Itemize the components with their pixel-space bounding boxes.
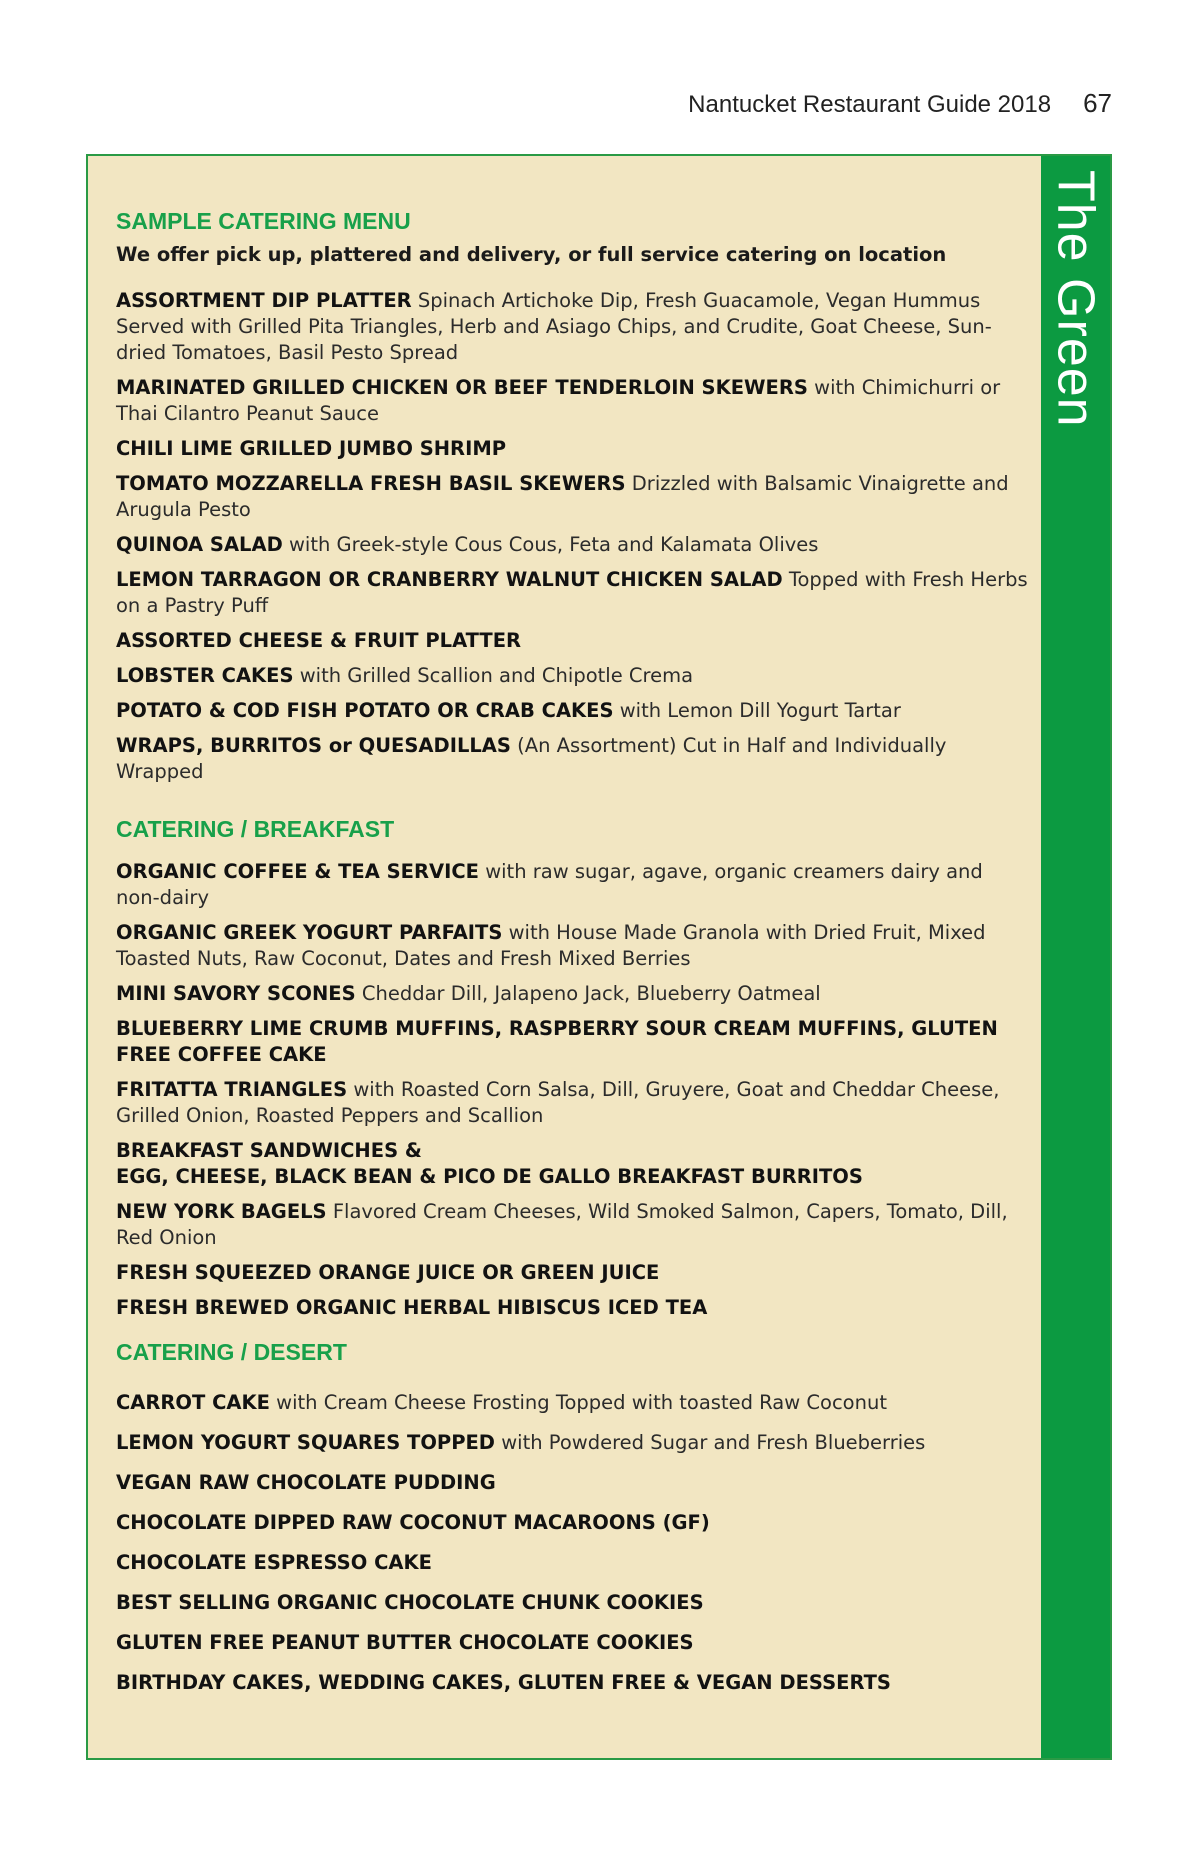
section-tab [1041,156,1110,1758]
menu-item [116,1510,1031,1536]
menu-item-description: with Greek-style Cous Cous, Feta and Kalamata Olives [288,533,819,556]
menu-item-name: FRESH SQUEEZED ORANGE JUICE OR GREEN JUICE [116,1261,660,1284]
menu-item [116,567,1031,619]
menu-item [116,471,1031,523]
menu-item-name: NEW YORK BAGELS [116,1200,327,1223]
menu-item-name: EGG, CHEESE, BLACK BEAN & PICO DE GALLO BREAKFAST BURRITOS [116,1165,863,1188]
menu-panel [86,154,1112,1760]
menu-item-name: BLUEBERRY LIME CRUMB MUFFINS, RASPBERRY SOUR CREAM MUFFINS, GLUTEN FREE COFFEE CAKE [116,1017,998,1066]
menu-item [116,532,1031,558]
menu-item-name: BREAKFAST SANDWICHES & [116,1139,422,1162]
menu-item [116,663,1031,689]
menu-item [116,1390,1031,1416]
menu-item-name: LEMON TARRAGON OR CRANBERRY WALNUT CHICKEN SALAD [116,568,783,591]
menu-item-name: CHOCOLATE DIPPED RAW COCONUT MACAROONS (GF) [116,1511,710,1534]
breakfast-section [116,816,1031,1330]
menu-item-name: ASSORTMENT DIP PLATTER [116,289,412,312]
menu-item [116,981,1031,1007]
sample-menu-section [116,208,1031,794]
menu-item-name: BEST SELLING ORGANIC CHOCOLATE CHUNK COOKIES [116,1591,704,1614]
menu-item-name: MINI SAVORY SCONES [116,982,356,1005]
menu-item-name: BIRTHDAY CAKES, WEDDING CAKES, GLUTEN FREE & VEGAN DESSERTS [116,1671,891,1694]
desert-section [116,1339,1031,1710]
menu-item-description: with Chimichurri or Thai Cilantro Peanut Sauce [116,376,1001,425]
menu-item [116,1470,1031,1496]
menu-item-list [116,859,1031,1321]
menu-item-name: ASSORTED CHEESE & FRUIT PLATTER [116,629,522,652]
menu-item-list [116,288,1031,785]
menu-item-name: LOBSTER CAKES [116,664,294,687]
menu-item [116,436,1031,462]
menu-item-name: ORGANIC GREEK YOGURT PARFAITS [116,921,503,944]
menu-item [116,1077,1031,1129]
menu-item-name: WRAPS, BURRITOS or QUESADILLAS [116,734,511,757]
menu-item [116,288,1031,366]
menu-item-list [116,1390,1031,1696]
section-title: CATERING / BREAKFAST [116,816,395,842]
menu-area [88,156,1041,1758]
menu-item [116,920,1031,972]
menu-item-description: with Cream Cheese Frosting Topped with toasted Raw Coconut [276,1391,887,1414]
menu-item [116,1630,1031,1656]
menu-item [116,733,1031,785]
menu-item-name: CHOCOLATE ESPRESSO CAKE [116,1551,432,1574]
menu-item [116,628,1031,654]
menu-item-description: with Lemon Dill Yogurt Tartar [619,699,901,722]
menu-item-description: with Powdered Sugar and Fresh Blueberries [501,1431,926,1454]
menu-item-name: MARINATED GRILLED CHICKEN OR BEEF TENDERLOIN SKEWERS [116,376,808,399]
menu-item [116,1430,1031,1456]
menu-item [116,1590,1031,1616]
menu-item [116,375,1031,427]
menu-item-description: with Roasted Corn Salsa, Dill, Gruyere, Goat and Cheddar Cheese, Grilled Onion, Roasted Peppers and Scallion [116,1078,1000,1127]
menu-item-description: Drizzled with Balsamic Vinaigrette and Arugula Pesto [116,472,1009,521]
menu-item-description: Cheddar Dill, Jalapeno Jack, Blueberry Oatmeal [361,982,821,1005]
catering-intro: We offer pick up, plattered and delivery, or full service catering on location [116,243,947,266]
menu-item [116,698,1031,724]
menu-item-description: (An Assortment) Cut in Half and Individually Wrapped [116,734,947,783]
menu-item [116,1138,1031,1190]
menu-item-description: Spinach Artichoke Dip, Fresh Guacamole, Vegan Hummus Served with Grilled Pita Triangles, Herb and Asiago Chips, and Crudite, Goat Cheese, Sun-dried Tomatoes, Basil Pesto Spread [116,289,992,364]
menu-item-name: FRESH BREWED ORGANIC HERBAL HIBISCUS ICED TEA [116,1296,708,1319]
menu-item [116,1199,1031,1251]
menu-item-name: CARROT CAKE [116,1391,270,1414]
menu-item-name: QUINOA SALAD [116,533,283,556]
menu-item-name: VEGAN RAW CHOCOLATE PUDDING [116,1471,496,1494]
menu-item-name: LEMON YOGURT SQUARES TOPPED [116,1431,495,1454]
menu-item-name: CHILI LIME GRILLED JUMBO SHRIMP [116,437,507,460]
menu-item-description: with Grilled Scallion and Chipotle Crema [299,664,694,687]
menu-item-name: TOMATO MOZZARELLA FRESH BASIL SKEWERS [116,472,626,495]
page-number: 67 [1083,88,1112,118]
menu-item-name: GLUTEN FREE PEANUT BUTTER CHOCOLATE COOKIES [116,1631,694,1654]
menu-item [116,1295,1031,1321]
menu-item-description: with raw sugar, agave, organic creamers dairy and non-dairy [116,860,983,909]
section-title: SAMPLE CATERING MENU [116,208,411,234]
menu-item [116,1670,1031,1696]
menu-item-name: POTATO & COD FISH POTATO OR CRAB CAKES [116,699,614,722]
menu-item-description: Flavored Cream Cheeses, Wild Smoked Salmon, Capers, Tomato, Dill, Red Onion [116,1200,1008,1249]
section-tab-label: The Green [1046,170,1105,428]
menu-item [116,859,1031,911]
menu-item-name: ORGANIC COFFEE & TEA SERVICE [116,860,479,883]
menu-item-description: Topped with Fresh Herbs on a Pastry Puff [116,568,1028,617]
running-header [688,88,1112,119]
menu-item [116,1016,1031,1068]
section-title: CATERING / DESERT [116,1339,347,1365]
menu-item [116,1260,1031,1286]
menu-item [116,1550,1031,1576]
menu-item-name: FRITATTA TRIANGLES [116,1078,348,1101]
menu-item-description: with House Made Granola with Dried Fruit, Mixed Toasted Nuts, Raw Coconut, Dates and Fresh Mixed Berries [116,921,986,970]
guide-title: Nantucket Restaurant Guide 2018 [688,91,1052,118]
